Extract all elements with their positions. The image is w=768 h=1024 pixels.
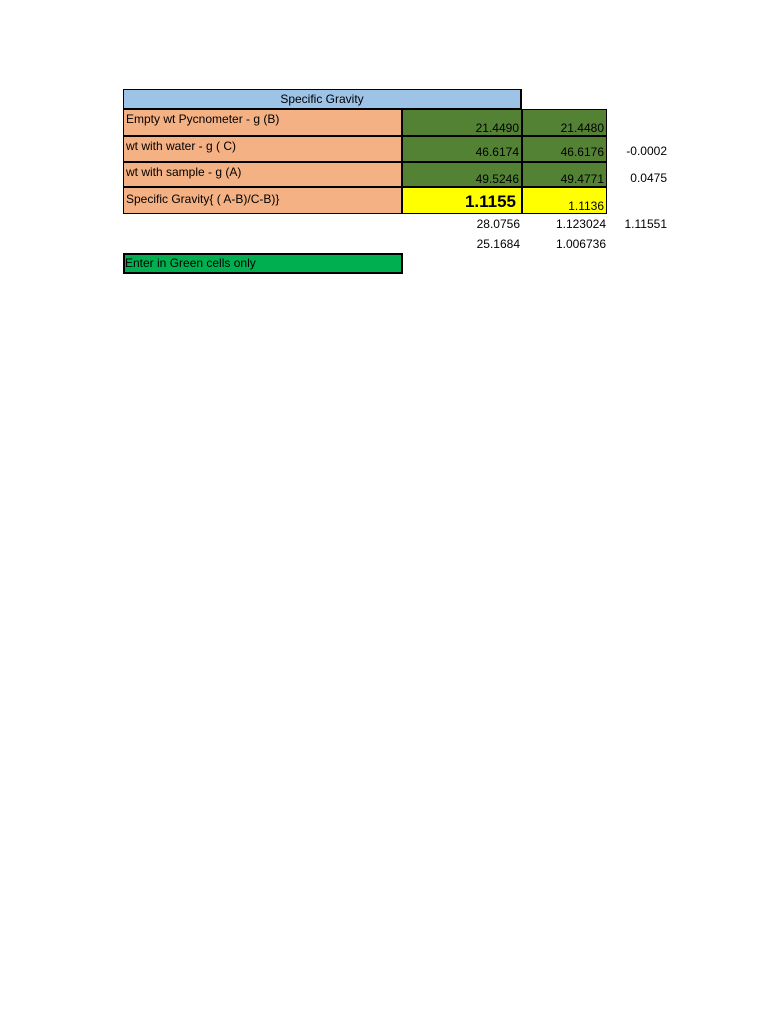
input-water-weight-2[interactable]: 46.6176 (522, 136, 607, 162)
label-empty-weight[interactable]: Empty wt Pycnometer - g (B) (123, 109, 402, 136)
sheet-title[interactable]: Specific Gravity (123, 89, 522, 109)
sample-weight-difference[interactable]: 0.0475 (630, 171, 667, 185)
input-water-weight-1[interactable]: 46.6174 (402, 136, 522, 162)
result-specific-gravity[interactable]: 1.1155 (402, 187, 522, 214)
input-sample-weight-2[interactable]: 49.4771 (522, 162, 607, 187)
label-water-weight[interactable]: wt with water - g ( C) (123, 136, 402, 162)
computed-value-a3[interactable]: 1.11551 (624, 217, 667, 231)
computed-value-b1[interactable]: 25.1684 (476, 237, 520, 251)
result-specific-gravity-2[interactable]: 1.1136 (522, 187, 607, 214)
water-weight-difference[interactable]: -0.0002 (626, 144, 667, 158)
label-specific-gravity[interactable]: Specific Gravity{ ( A-B)/C-B)} (123, 187, 402, 214)
computed-value-a1[interactable]: 28.0756 (476, 217, 520, 231)
input-empty-weight-1[interactable]: 21.4490 (402, 109, 522, 136)
input-empty-weight-2[interactable]: 21.4480 (522, 109, 607, 136)
input-sample-weight-1[interactable]: 49.5246 (402, 162, 522, 187)
label-sample-weight[interactable]: wt with sample - g (A) (123, 162, 402, 187)
instruction-note[interactable]: Enter in Green cells only (123, 253, 403, 274)
computed-value-a2[interactable]: 1.123024 (555, 217, 606, 231)
computed-value-b2[interactable]: 1.006736 (555, 237, 606, 251)
